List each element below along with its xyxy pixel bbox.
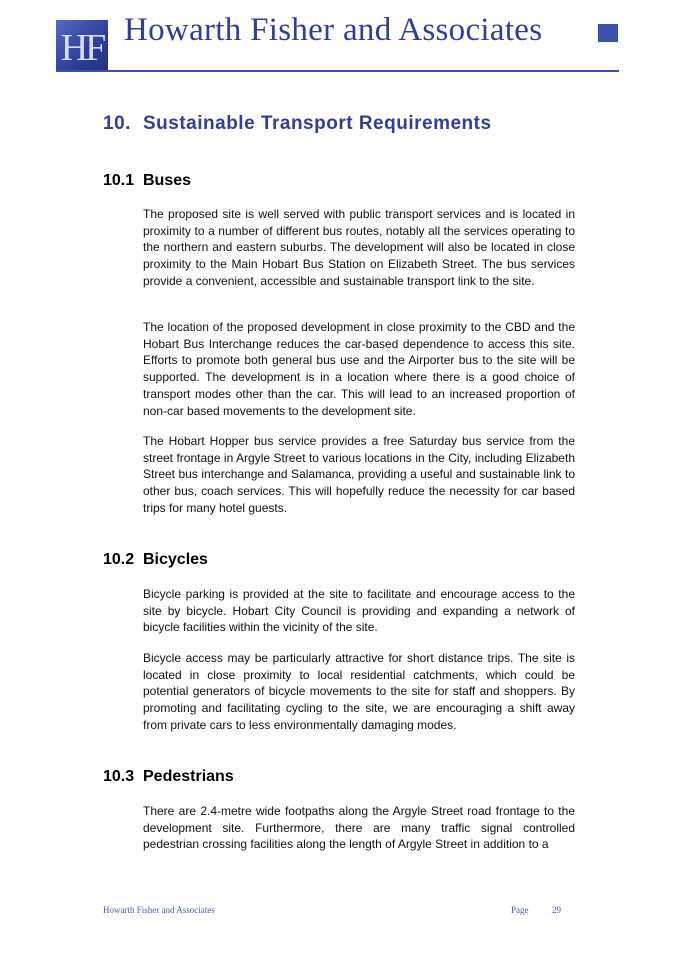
subsection-number: 10.3	[103, 768, 135, 785]
section-heading	[103, 113, 492, 135]
header-title: Howarth Fisher and Associates	[124, 12, 543, 48]
footer-page-number: 29	[552, 905, 561, 915]
header-divider	[56, 70, 619, 72]
subsection-title: Pedestrians	[143, 768, 234, 785]
subsection-number: 10.2	[103, 551, 135, 568]
subsection-number: 10.1	[103, 172, 135, 189]
paragraph: The Hobart Hopper bus service provides a free Saturday bus service from the street frontage in Argyle Street to various locations in the City, including Elizabeth Street bus interchange and Salamanca, providing a useful and sustainable link to other bus, coach services. This will hopefully reduce the necessity for car based trips for many hotel guests.	[143, 434, 575, 515]
paragraph: The proposed site is well served with public transport services and is located in proximity to a number of different bus routes, notably all the services operating to the northern and eastern suburbs. The development will also be located in close proximity to the Main Hobart Bus Station on Elizabeth Street. The bus services provide a convenient, accessible and sustainable transport link to the site.	[143, 207, 575, 288]
paragraph: Bicycle parking is provided at the site to facilitate and encourage access to the site by bicycle. Hobart City Council is providing and expanding a network of bicycle facilities within the vicinity of the site.	[143, 587, 575, 635]
footer-company: Howarth Fisher and Associates	[103, 905, 215, 915]
paragraph: Bicycle access may be particularly attractive for short distance trips. The site is located in close proximity to local residential catchments, which could be potential generators of bicycle movements to the site for staff and shoppers. By promoting and facilitating cycling to the site, we are encouraging a shift away from private cars to less environmentally damaging modes.	[143, 651, 575, 732]
header-square-ornament	[598, 24, 618, 42]
section-title: Sustainable Transport Requirements	[143, 113, 492, 134]
footer-page-label: Page	[511, 905, 529, 915]
section-number: 10.	[103, 113, 131, 134]
company-logo	[56, 20, 108, 72]
subsection-title: Bicycles	[143, 551, 208, 568]
subsection-heading-bicycles	[103, 551, 208, 569]
paragraph: There are 2.4-metre wide footpaths along the Argyle Street road frontage to the development site. Furthermore, there are many traffic signal controlled pedestrian crossing facilities along the length of Argyle Street in addition to a	[143, 804, 575, 852]
subsection-title: Buses	[143, 172, 192, 189]
logo-monogram: HF	[60, 27, 104, 69]
subsection-heading-pedestrians	[103, 768, 234, 786]
paragraph: The location of the proposed development in close proximity to the CBD and the Hobart Bus Interchange reduces the car-based dependence to access this site. Efforts to promote both general bus use and the Airporter bus to the site will be supported. The development is in a location where there is a good choice of transport modes other than the car. This will lead to an increased proportion of non-car based movements to the development site.	[143, 320, 575, 418]
subsection-heading-buses	[103, 172, 191, 190]
